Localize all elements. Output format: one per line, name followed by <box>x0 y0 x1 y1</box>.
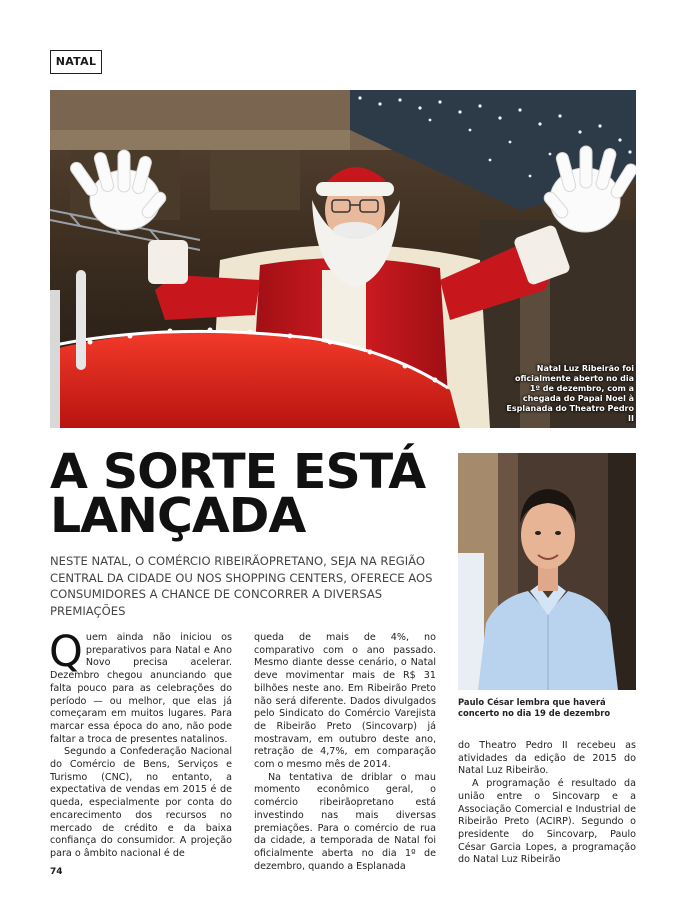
hero-caption: Natal Luz Ribeirão foi oficialmente aberto no dia 1º de dezembro, com a chegada do Papai Noel à Esplanada do Theatro Pedro II <box>506 364 634 423</box>
paragraph-text: uem ainda não iniciou os preparativos para Natal e Ano Novo precisa acelerar. Dezembro chegou anunciando que falta pouco para as celebrações do período — ou melhor, que elas já começaram em muitos lugares. Para marcar essa época do ano, não pode faltar a troca de presentes natalinos. <box>50 632 232 745</box>
man-portrait-illustration <box>458 453 636 690</box>
article-paragraph: Na tentativa de driblar o mau momento econômico geral, o comércio ribeirãopretano está investindo nas mais diversas premiações. Para o comércio de rua da cidade, a temporada de Natal foi oficialmente aberta no dia 1º de dezembro, quando a Esplanada <box>254 771 436 872</box>
headline-line-2: LANÇADA <box>50 488 306 544</box>
article-column-3 <box>458 740 636 867</box>
article-paragraph: do Theatro Pedro II recebeu as atividades da edição de 2015 do Natal Luz Ribeirão. <box>458 740 636 777</box>
article-paragraph: A programação é resultado da união entre o Sincovarp e a Associação Comercial e Industrial de Ribeirão Preto (ACIRP). Segundo o presidente do Sincovarp, Paulo César Garcia Lopes, a programação do Natal Luz Ribeirão <box>458 778 636 866</box>
article-paragraph: Segundo a Confederação Nacional do Comércio de Bens, Serviços e Turismo (CNC), no entanto, a expectativa de vendas em 2015 é de queda, especialmente por conta do encarecimento dos recursos no mercado de crédito e da baixa confiança do consumidor. A projeção para o âmbito nacional é de <box>50 746 232 859</box>
drop-cap: Q <box>49 627 83 677</box>
section-tag: NATAL <box>50 50 102 74</box>
article-deck: NESTE NATAL, O COMÉRCIO RIBEIRÃOPRETANO, SEJA NA REGIÃO CENTRAL DA CIDADE OU NOS SHOPPING CENTERS, OFERECE AOS CONSUMIDORES A CHANCE DE CONCORRER A DIVERSAS PREMIAÇÕES <box>50 554 433 618</box>
page-number: 74 <box>50 867 63 877</box>
headline <box>50 444 458 544</box>
portrait-caption: Paulo César lembra que haverá concerto no dia 19 de dezembro <box>458 697 611 718</box>
headline-line-1: A SORTE ESTÁ <box>50 444 426 500</box>
portrait-photo <box>458 453 636 690</box>
article-column-2 <box>254 632 436 873</box>
article-paragraph <box>49 627 232 746</box>
article-paragraph: queda de mais de 4%, no comparativo com o ano passado. Mesmo diante desse cenário, o Natal deve movimentar mais de R$ 31 bilhões neste ano. Em Ribeirão Preto não será diferente. Dados divulgados pelo Sindicato do Comércio Varejista de Ribeirão Preto (Sincovarp) já mostravam, em outubro deste ano, retração de 4,7%, em comparação com o mesmo mês de 2014. <box>254 632 436 771</box>
article-column-1 <box>49 627 232 861</box>
hero-photo <box>50 90 636 428</box>
